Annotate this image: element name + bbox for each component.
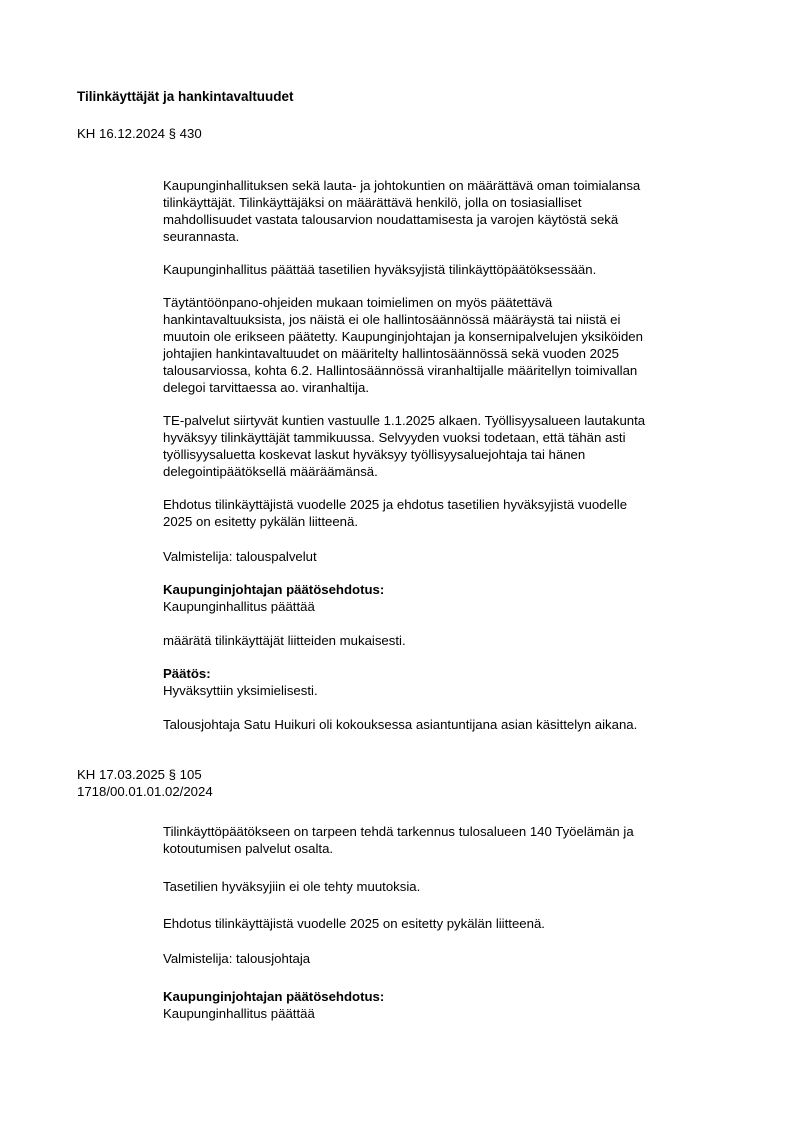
text-line: Tasetilien hyväksyjiin ei ole tehty muutoksia. [163, 879, 421, 894]
text-line: delegoi tarvittaessa ao. viranhaltija. [163, 380, 369, 395]
paragraph [163, 665, 318, 699]
meeting-reference-line: 1718/00.01.01.02/2024 [77, 784, 213, 799]
paragraph [163, 261, 596, 278]
text-line: kotoutumisen palvelut osalta. [163, 841, 334, 856]
text-line: Hyväksyttiin yksimielisesti. [163, 683, 318, 698]
meeting-reference-line: KH 17.03.2025 § 105 [77, 767, 202, 782]
text-line: talousarviossa, kohta 6.2. Hallintosäännössä viranhaltijalle määritellyn toimivallan [163, 363, 638, 378]
meeting-reference-line: KH 16.12.2024 § 430 [77, 126, 202, 141]
text-line: tilinkäyttäjät. Tilinkäyttäjäksi on määrättävä henkilö, jolla on tosiasialliset [163, 195, 582, 210]
text-line: Kaupunginhallitus päättää [163, 1006, 315, 1021]
text-line: Täytäntöönpano-ohjeiden mukaan toimielimen on myös päätettävä [163, 295, 553, 310]
text-line: mahdollisuudet vastata talousarvion noudattamisesta ja varojen käytöstä sekä [163, 212, 619, 227]
text-line: määrätä tilinkäyttäjät liitteiden mukaisesti. [163, 633, 406, 648]
paragraph [163, 988, 384, 1022]
meeting-reference [77, 766, 213, 800]
paragraph [163, 581, 384, 615]
paragraph [163, 177, 640, 245]
text-line: Ehdotus tilinkäyttäjistä vuodelle 2025 ja ehdotus tasetilien hyväksyjistä vuodelle [163, 497, 628, 512]
text-line: hyväksyy tilinkäyttäjät tammikuussa. Selvyyden vuoksi todetaan, että tähän asti [163, 430, 626, 445]
paragraph [163, 548, 317, 565]
text-line: Tilinkäyttöpäätökseen on tarpeen tehdä tarkennus tulosalueen 140 Työelämän ja [163, 824, 634, 839]
paragraph [163, 950, 310, 967]
paragraph [163, 823, 634, 857]
text-line: Talousjohtaja Satu Huikuri oli kokouksessa asiantuntijana asian käsittelyn aikana. [163, 717, 638, 732]
text-line: Kaupunginhallitus päättää [163, 599, 315, 614]
text-line: Kaupunginhallituksen sekä lauta- ja johtokuntien on määrättävä oman toimialansa [163, 178, 641, 193]
paragraph [163, 878, 420, 895]
paragraph [163, 716, 637, 733]
paragraph [163, 632, 406, 649]
paragraph [163, 294, 643, 396]
text-line: Kaupunginhallitus päättää tasetilien hyväksyjistä tilinkäyttöpäätöksessään. [163, 262, 597, 277]
text-line: muutoin ole erikseen päätetty. Kaupunginjohtajan ja konsernipalvelujen yksiköiden [163, 329, 643, 344]
text-line: työllisyysaluetta koskevat laskut hyväksyy työllisyysaluejohtaja tai hänen [163, 447, 586, 462]
text-line: seurannasta. [163, 229, 240, 244]
text-line: Ehdotus tilinkäyttäjistä vuodelle 2025 on esitetty pykälän liitteenä. [163, 916, 545, 931]
document-title: Tilinkäyttäjät ja hankintavaltuudet [77, 89, 294, 104]
paragraph [163, 496, 627, 530]
text-line: hankintavaltuuksista, jos näistä ei ole hallintosäännössä määräystä tai niistä ei [163, 312, 621, 327]
paragraph-heading: Päätös: [163, 666, 211, 681]
paragraph-heading: Kaupunginjohtajan päätösehdotus: [163, 989, 385, 1004]
text-line: Valmistelija: talousjohtaja [163, 951, 311, 966]
paragraph [163, 915, 545, 932]
text-line: TE-palvelut siirtyvät kuntien vastuulle 1.1.2025 alkaen. Työllisyysalueen lautakunta [163, 413, 646, 428]
text-line: Valmistelija: talouspalvelut [163, 549, 317, 564]
paragraph [163, 412, 645, 480]
text-line: 2025 on esitetty pykälän liitteenä. [163, 514, 359, 529]
text-line: johtajien hankintavaltuudet on määritelty hallintosäännössä sekä vuoden 2025 [163, 346, 620, 361]
paragraph-heading: Kaupunginjohtajan päätösehdotus: [163, 582, 385, 597]
meeting-reference [77, 125, 202, 142]
text-line: delegointipäätöksellä määräämänsä. [163, 464, 378, 479]
